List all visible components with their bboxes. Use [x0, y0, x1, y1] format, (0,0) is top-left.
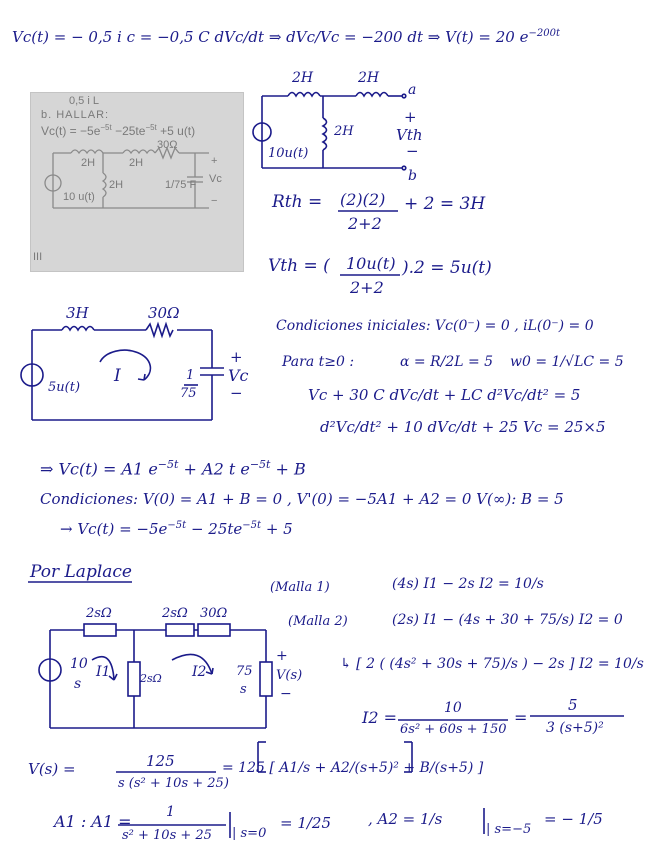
- exponent: −5t: [242, 520, 262, 531]
- photo-label-plus: +: [211, 155, 218, 167]
- thev-l3-label: 2H: [334, 124, 354, 139]
- lap-cap-den: s: [240, 682, 247, 697]
- term: + A2 t e: [178, 459, 250, 479]
- a2-expr: , A2 = 1/s: [368, 810, 443, 828]
- term: → Vc(t) = −5e: [60, 520, 168, 538]
- photo-label-minus: −: [211, 195, 218, 207]
- lap-src-den: s: [74, 676, 82, 692]
- ode-1: Vc + 30 C dVc/dt + LC d²Vc/dt² = 5: [308, 386, 581, 404]
- lap-r2-label: 2sΩ: [162, 606, 188, 621]
- a1-val: = 1/25: [280, 814, 332, 832]
- lap-minus: −: [280, 686, 292, 702]
- malla2-eq: (2s) I1 − (4s + 30 + 75/s) I2 = 0: [392, 612, 623, 628]
- vs-num: 125: [146, 752, 175, 770]
- vth-rhs: ).2 = 5u(t): [402, 258, 492, 278]
- photo-label-l3: 2H: [109, 179, 124, 191]
- lap-i2-label: I2: [192, 664, 207, 680]
- malla2-label: (Malla 2): [288, 614, 348, 629]
- vth-den: 2+2: [350, 278, 384, 297]
- photo-label-cap: 1/75 F: [165, 179, 197, 191]
- malla1-label: (Malla 1): [270, 580, 330, 595]
- i2-den2: 3 (s+5)²: [546, 720, 604, 736]
- photo-vc-term3: +5 u(t): [160, 124, 196, 138]
- rlc-plus: +: [230, 348, 243, 366]
- lap-i1-label: I1: [96, 664, 111, 680]
- photo-text-1: 0,5 i L: [69, 95, 99, 107]
- equation-text: Vc(t) = − 0,5 i c = −0,5 C dVc/dt ⇒ dVc/Vc = −200 dt ⇒ V(t) = 20 e: [12, 28, 529, 46]
- malla1-eq: (4s) I1 − 2s I2 = 10/s: [392, 576, 544, 592]
- rlc-r-label: 30Ω: [148, 304, 180, 322]
- rlc-cap-den: 75: [180, 386, 197, 401]
- exponent: −5t: [167, 520, 187, 531]
- photo-corner-mark: III: [33, 251, 43, 263]
- photo-label-r: 30Ω: [157, 139, 178, 151]
- term: + B: [270, 459, 306, 479]
- rth-lhs: Rth =: [272, 192, 323, 212]
- photo-label-l1: 2H: [81, 157, 96, 169]
- rth-num: (2)(2): [340, 190, 386, 209]
- a1-eval: | s=0: [232, 826, 267, 841]
- laplace-step: ↳ [ 2 ( (4s² + 30s + 75)/s ) − 2s ] I2 = 10/s: [340, 656, 644, 672]
- vth-lhs: Vth = (: [268, 256, 330, 276]
- thev-node-b: b: [408, 168, 417, 184]
- term: + 5: [261, 520, 293, 538]
- thev-node-a: a: [408, 82, 417, 98]
- thev-source-label: 10u(t): [268, 146, 309, 161]
- laplace-title: Por Laplace: [30, 562, 132, 582]
- w0-eq: w0 = 1/√LC = 5: [510, 354, 624, 370]
- photo-vc-term2: −25te: [115, 124, 146, 138]
- rlc-vc-label: Vc: [228, 366, 249, 385]
- a1-den: s² + 10s + 25: [122, 828, 212, 843]
- lap-vs-label: V(s): [276, 668, 303, 683]
- i2-den1: 6s² + 60s + 150: [400, 722, 507, 737]
- exponent: −5t: [145, 123, 157, 132]
- lap-r1-label: 2sΩ: [86, 606, 112, 621]
- lap-plus: +: [276, 648, 288, 664]
- vc-result: [60, 520, 293, 538]
- vs-lhs: V(s) =: [28, 760, 76, 778]
- thev-l2-label: 2H: [358, 70, 380, 86]
- thev-l1-label: 2H: [292, 70, 314, 86]
- para-t: Para t≥0 :: [282, 354, 355, 370]
- exponent: −5t: [157, 458, 179, 471]
- lap-src-num: 10: [70, 656, 88, 672]
- vth-num: 10u(t): [346, 254, 396, 273]
- lap-r4-label: 2sΩ: [140, 672, 162, 685]
- exponent: −200t: [528, 28, 560, 39]
- photo-vc-term1: Vc(t) = −5e: [41, 124, 101, 138]
- vc-general-solution: [40, 458, 306, 478]
- term: ⇒ Vc(t) = A1 e: [40, 459, 158, 479]
- a1-lhs: A1 : A1 =: [54, 812, 132, 831]
- exponent: −5t: [249, 458, 271, 471]
- rlc-source-label: 5u(t): [48, 380, 81, 395]
- a1-num: 1: [166, 804, 175, 820]
- thev-minus: −: [406, 142, 419, 160]
- vs-den: s (s² + 10s + 25): [118, 776, 229, 791]
- conditions-line: Condiciones: V(0) = A1 + B = 0 , V'(0) = −5A1 + A2 = 0 V(∞): B = 5: [40, 490, 564, 508]
- i2-lhs: I2 =: [362, 708, 397, 727]
- lap-r3-label: 30Ω: [200, 606, 228, 621]
- rth-den: 2+2: [348, 214, 382, 233]
- i2-eq: =: [514, 708, 528, 727]
- a2-val: = − 1/5: [544, 810, 603, 828]
- ode-2: d²Vc/dt² + 10 dVc/dt + 25 Vc = 25×5: [320, 418, 606, 436]
- lap-cap-num: 75: [236, 664, 253, 679]
- rlc-minus: −: [230, 384, 243, 402]
- photo-text-2: b. HALLAR:: [41, 109, 110, 121]
- vs-rhs: = 125 [ A1/s + A2/(s+5)² + B/(s+5) ]: [222, 760, 484, 776]
- i2-num1: 10: [444, 700, 462, 716]
- initial-conditions: Condiciones iniciales: Vc(0⁻) = 0 , iL(0⁻) = 0: [276, 318, 594, 334]
- rth-rhs: + 2 = 3H: [404, 194, 486, 214]
- alpha-eq: α = R/2L = 5: [400, 354, 494, 370]
- rlc-l-label: 3H: [66, 304, 89, 322]
- i2-num2: 5: [568, 696, 578, 714]
- thev-plus: +: [404, 108, 417, 126]
- rlc-current-label: I: [114, 366, 121, 386]
- thev-vth-label: Vth: [396, 126, 423, 144]
- a2-eval: | s=−5: [486, 822, 532, 837]
- photo-label-l2: 2H: [129, 157, 144, 169]
- photo-label-src: 10 u(t): [63, 191, 95, 203]
- term: − 25te: [186, 520, 243, 538]
- exponent: −5t: [100, 123, 112, 132]
- rlc-cap-num: 1: [186, 368, 195, 383]
- photo-label-vc: Vc: [209, 173, 222, 185]
